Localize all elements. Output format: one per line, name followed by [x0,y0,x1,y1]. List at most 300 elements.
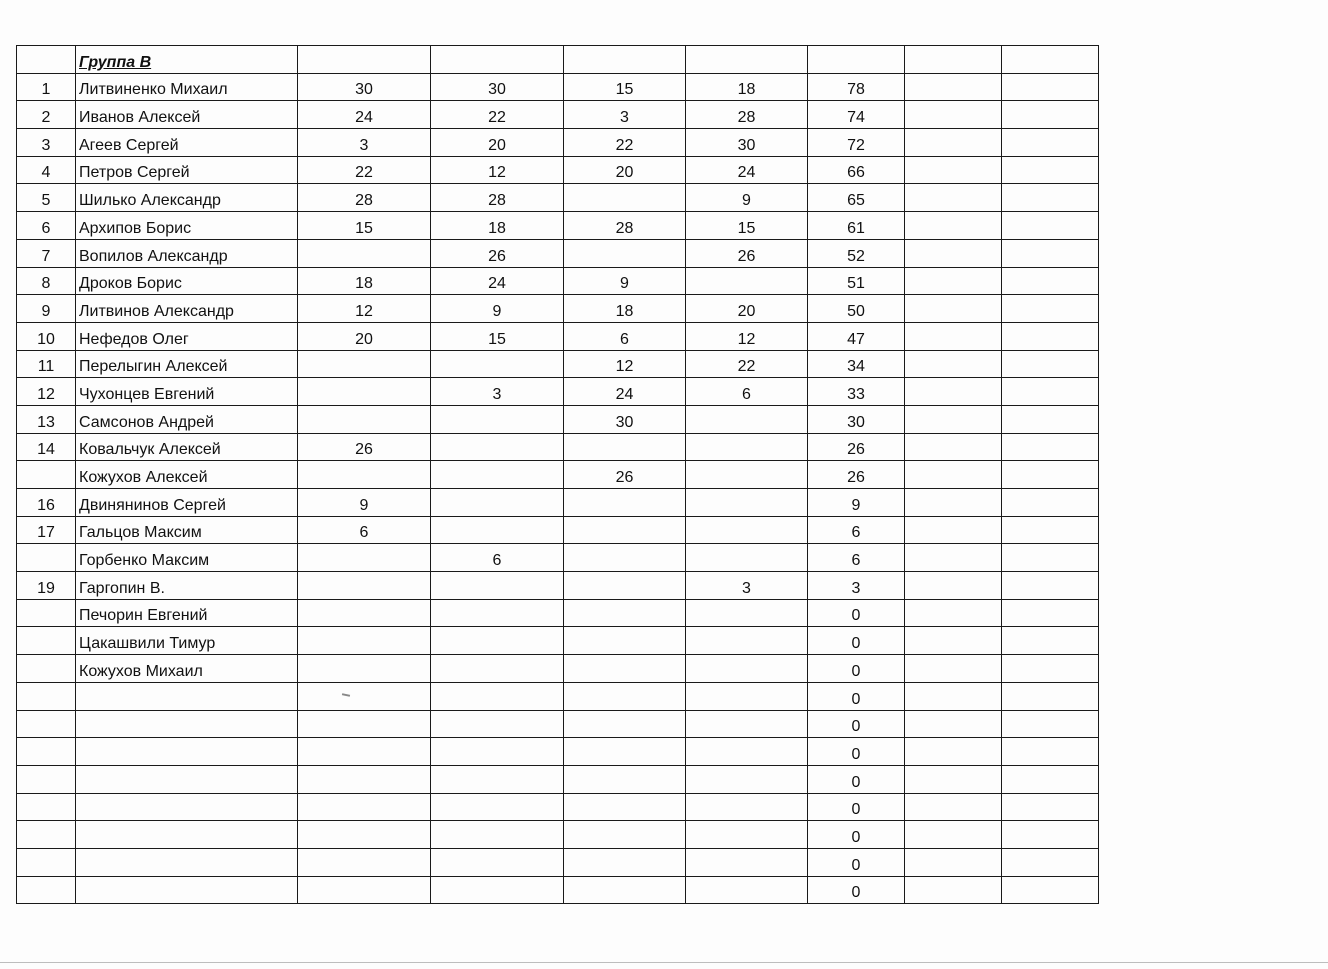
total-cell: 51 [808,267,905,295]
empty-cell [1002,101,1099,129]
place-cell [17,876,76,904]
stage-score-cell: 28 [431,184,564,212]
stage-score-cell [431,848,564,876]
empty-cell [905,599,1002,627]
stage-score-cell [298,655,431,683]
table-row [17,572,1099,600]
stage-score-cell: 22 [298,156,431,184]
stage-score-cell: 20 [686,295,808,323]
name-cell [76,848,298,876]
standings-table [16,45,1099,904]
name-cell: Гаргопин В. [76,572,298,600]
stage-score-cell [686,405,808,433]
name-cell: Вопилов Александр [76,239,298,267]
stage-score-cell: 9 [431,295,564,323]
stage-score-cell: 24 [686,156,808,184]
header-cell [298,46,431,74]
name-cell: Гальцов Максим [76,516,298,544]
scan-edge-line [0,962,1328,963]
name-cell: Кожухов Алексей [76,461,298,489]
stage-score-cell [298,572,431,600]
name-cell [76,710,298,738]
place-cell: 6 [17,212,76,240]
stage-score-cell: 18 [564,295,686,323]
stage-score-cell [564,738,686,766]
header-cell [905,46,1002,74]
empty-cell [905,322,1002,350]
stage-score-cell: 3 [564,101,686,129]
stage-score-cell [298,239,431,267]
stage-score-cell [298,710,431,738]
table-row [17,156,1099,184]
stage-score-cell: 26 [431,239,564,267]
empty-cell [1002,267,1099,295]
place-cell: 1 [17,73,76,101]
stage-score-cell [431,682,564,710]
stage-score-cell [564,821,686,849]
empty-cell [905,489,1002,517]
table-row [17,378,1099,406]
empty-cell [905,876,1002,904]
empty-cell [1002,516,1099,544]
table-row [17,516,1099,544]
place-cell: 16 [17,489,76,517]
place-cell [17,627,76,655]
empty-cell [1002,433,1099,461]
table-row [17,738,1099,766]
stage-score-cell [564,710,686,738]
place-cell [17,682,76,710]
stage-score-cell: 20 [564,156,686,184]
stage-score-cell [298,848,431,876]
stage-score-cell: 30 [298,73,431,101]
empty-cell [905,516,1002,544]
stage-score-cell [431,572,564,600]
stage-score-cell: 22 [686,350,808,378]
place-cell [17,793,76,821]
stage-score-cell: 22 [564,129,686,157]
place-cell [17,655,76,683]
total-cell: 0 [808,876,905,904]
header-cell [1002,46,1099,74]
stage-score-cell: 30 [686,129,808,157]
name-cell: Ковальчук Алексей [76,433,298,461]
stage-score-cell: 26 [298,433,431,461]
stage-score-cell [686,710,808,738]
table-row [17,544,1099,572]
stage-score-cell: 18 [298,267,431,295]
name-cell: Литвинов Александр [76,295,298,323]
name-cell [76,765,298,793]
stage-score-cell [686,544,808,572]
stage-score-cell [431,489,564,517]
stage-score-cell: 28 [298,184,431,212]
stage-score-cell: 20 [298,322,431,350]
empty-cell [1002,848,1099,876]
stage-score-cell [686,793,808,821]
table-row [17,101,1099,129]
place-cell [17,738,76,766]
empty-cell [1002,129,1099,157]
stage-score-cell [564,599,686,627]
name-cell: Дроков Борис [76,267,298,295]
stage-score-cell [564,655,686,683]
stage-score-cell [431,738,564,766]
total-cell: 6 [808,516,905,544]
table-body [17,46,1099,904]
table-row [17,876,1099,904]
total-cell: 47 [808,322,905,350]
stage-score-cell: 12 [564,350,686,378]
place-cell [17,461,76,489]
name-cell: Архипов Борис [76,212,298,240]
stage-score-cell [431,627,564,655]
empty-cell [1002,599,1099,627]
header-place-cell [17,46,76,74]
empty-cell [905,821,1002,849]
table-row [17,129,1099,157]
table-row [17,655,1099,683]
total-cell: 26 [808,433,905,461]
place-cell: 7 [17,239,76,267]
total-cell: 0 [808,765,905,793]
stage-score-cell [686,876,808,904]
stage-score-cell [298,682,431,710]
stage-score-cell [431,516,564,544]
stage-score-cell [298,627,431,655]
table-row [17,350,1099,378]
header-cell [808,46,905,74]
place-cell [17,599,76,627]
stage-score-cell [298,405,431,433]
stage-score-cell [431,765,564,793]
stage-score-cell: 9 [564,267,686,295]
stage-score-cell [686,821,808,849]
empty-cell [905,848,1002,876]
stage-score-cell: 15 [431,322,564,350]
stage-score-cell [686,461,808,489]
table-row [17,405,1099,433]
stage-score-cell [431,876,564,904]
empty-cell [905,350,1002,378]
empty-cell [1002,461,1099,489]
place-cell: 5 [17,184,76,212]
name-cell: Кожухов Михаил [76,655,298,683]
stage-score-cell [298,821,431,849]
stage-score-cell [431,655,564,683]
stage-score-cell [686,267,808,295]
stage-score-cell [686,682,808,710]
place-cell [17,765,76,793]
empty-cell [905,793,1002,821]
stage-score-cell [564,239,686,267]
empty-cell [1002,405,1099,433]
name-cell: Печорин Евгений [76,599,298,627]
stage-score-cell [298,876,431,904]
stage-score-cell: 28 [686,101,808,129]
empty-cell [1002,184,1099,212]
header-cell [431,46,564,74]
name-cell: Иванов Алексей [76,101,298,129]
empty-cell [1002,572,1099,600]
stage-score-cell: 15 [686,212,808,240]
stage-score-cell: 20 [431,129,564,157]
stage-score-cell [298,461,431,489]
stage-score-cell: 12 [431,156,564,184]
empty-cell [905,710,1002,738]
stage-score-cell [431,461,564,489]
empty-cell [1002,350,1099,378]
stage-score-cell [298,378,431,406]
empty-cell [1002,322,1099,350]
place-cell [17,544,76,572]
stage-score-cell [564,848,686,876]
stage-score-cell: 24 [431,267,564,295]
stage-score-cell: 30 [431,73,564,101]
stage-score-cell [564,876,686,904]
name-cell: Литвиненко Михаил [76,73,298,101]
place-cell: 14 [17,433,76,461]
empty-cell [905,655,1002,683]
stage-score-cell [564,793,686,821]
empty-cell [905,682,1002,710]
stage-score-cell: 22 [431,101,564,129]
stage-score-cell: 6 [564,322,686,350]
table-row [17,821,1099,849]
name-cell: Чухонцев Евгений [76,378,298,406]
empty-cell [905,461,1002,489]
stage-score-cell [564,489,686,517]
total-cell: 6 [808,544,905,572]
stage-score-cell [298,765,431,793]
place-cell: 8 [17,267,76,295]
name-cell [76,682,298,710]
stage-score-cell [298,738,431,766]
header-cell [686,46,808,74]
stage-score-cell: 24 [564,378,686,406]
name-cell: Петров Сергей [76,156,298,184]
stage-score-cell: 30 [564,405,686,433]
total-cell: 0 [808,710,905,738]
empty-cell [1002,821,1099,849]
stage-score-cell [431,821,564,849]
name-cell: Цакашвили Тимур [76,627,298,655]
total-cell: 0 [808,738,905,766]
table-row [17,322,1099,350]
empty-cell [1002,738,1099,766]
stage-score-cell [564,682,686,710]
empty-cell [1002,627,1099,655]
empty-cell [1002,239,1099,267]
total-cell: 61 [808,212,905,240]
table-row [17,765,1099,793]
place-cell [17,848,76,876]
place-cell: 13 [17,405,76,433]
place-cell [17,821,76,849]
place-cell: 9 [17,295,76,323]
total-cell: 72 [808,129,905,157]
name-cell: Двинянинов Сергей [76,489,298,517]
stage-score-cell: 12 [298,295,431,323]
stage-score-cell [298,350,431,378]
stage-score-cell: 24 [298,101,431,129]
empty-cell [1002,876,1099,904]
place-cell [17,710,76,738]
header-row [17,46,1099,74]
total-cell: 0 [808,793,905,821]
place-cell: 2 [17,101,76,129]
stage-score-cell: 18 [686,73,808,101]
table-row [17,239,1099,267]
total-cell: 30 [808,405,905,433]
empty-cell [1002,489,1099,517]
empty-cell [905,101,1002,129]
empty-cell [905,184,1002,212]
stage-score-cell: 15 [564,73,686,101]
empty-cell [905,765,1002,793]
place-cell: 3 [17,129,76,157]
empty-cell [905,544,1002,572]
header-cell [564,46,686,74]
name-cell: Горбенко Максим [76,544,298,572]
table-row [17,267,1099,295]
table-row [17,848,1099,876]
name-cell: Перелыгин Алексей [76,350,298,378]
empty-cell [905,239,1002,267]
table-row [17,73,1099,101]
empty-cell [905,267,1002,295]
table-row [17,212,1099,240]
stage-score-cell [431,710,564,738]
empty-cell [1002,793,1099,821]
stage-score-cell [564,627,686,655]
empty-cell [1002,682,1099,710]
table-row [17,461,1099,489]
empty-cell [1002,378,1099,406]
name-cell: Нефедов Олег [76,322,298,350]
table-row [17,627,1099,655]
total-cell: 34 [808,350,905,378]
place-cell: 4 [17,156,76,184]
stage-score-cell [564,544,686,572]
stage-score-cell: 6 [298,516,431,544]
empty-cell [905,433,1002,461]
stage-score-cell: 3 [298,129,431,157]
stage-score-cell [564,572,686,600]
place-cell: 12 [17,378,76,406]
group-title: Группа В [76,46,298,74]
stage-score-cell [686,489,808,517]
stage-score-cell [564,765,686,793]
empty-cell [1002,710,1099,738]
total-cell: 33 [808,378,905,406]
stage-score-cell [431,599,564,627]
name-cell: Шилько Александр [76,184,298,212]
stage-score-cell [686,765,808,793]
stage-score-cell: 9 [298,489,431,517]
table-row [17,793,1099,821]
stage-score-cell: 9 [686,184,808,212]
name-cell [76,876,298,904]
empty-cell [905,156,1002,184]
total-cell: 50 [808,295,905,323]
stage-score-cell: 18 [431,212,564,240]
total-cell: 78 [808,73,905,101]
stage-score-cell: 28 [564,212,686,240]
table-row [17,599,1099,627]
table-row [17,710,1099,738]
table-row [17,489,1099,517]
table-row [17,433,1099,461]
empty-cell [905,73,1002,101]
total-cell: 0 [808,682,905,710]
stage-score-cell: 26 [564,461,686,489]
empty-cell [1002,295,1099,323]
empty-cell [1002,212,1099,240]
empty-cell [905,129,1002,157]
stage-score-cell: 12 [686,322,808,350]
name-cell: Самсонов Андрей [76,405,298,433]
total-cell: 0 [808,599,905,627]
stage-score-cell [431,433,564,461]
stage-score-cell [564,516,686,544]
place-cell: 11 [17,350,76,378]
total-cell: 3 [808,572,905,600]
stage-score-cell: 6 [686,378,808,406]
empty-cell [905,295,1002,323]
empty-cell [905,627,1002,655]
stage-score-cell: 6 [431,544,564,572]
empty-cell [1002,156,1099,184]
empty-cell [1002,544,1099,572]
stage-score-cell [298,544,431,572]
stage-score-cell [686,599,808,627]
total-cell: 9 [808,489,905,517]
empty-cell [905,378,1002,406]
stage-score-cell: 3 [431,378,564,406]
stage-score-cell [298,793,431,821]
stage-score-cell: 26 [686,239,808,267]
stage-score-cell: 3 [686,572,808,600]
total-cell: 52 [808,239,905,267]
stage-score-cell [431,350,564,378]
empty-cell [905,572,1002,600]
stage-score-cell [686,516,808,544]
empty-cell [1002,73,1099,101]
name-cell: Агеев Сергей [76,129,298,157]
table-row [17,682,1099,710]
empty-cell [905,738,1002,766]
stage-score-cell [686,738,808,766]
stage-score-cell: 15 [298,212,431,240]
stage-score-cell [564,433,686,461]
stage-score-cell [431,405,564,433]
place-cell: 17 [17,516,76,544]
total-cell: 0 [808,655,905,683]
stage-score-cell [686,433,808,461]
total-cell: 0 [808,627,905,655]
table-row [17,295,1099,323]
empty-cell [1002,655,1099,683]
total-cell: 74 [808,101,905,129]
name-cell [76,793,298,821]
stage-score-cell [686,627,808,655]
place-cell: 10 [17,322,76,350]
stage-score-cell [431,793,564,821]
total-cell: 66 [808,156,905,184]
stage-score-cell [686,848,808,876]
total-cell: 0 [808,821,905,849]
